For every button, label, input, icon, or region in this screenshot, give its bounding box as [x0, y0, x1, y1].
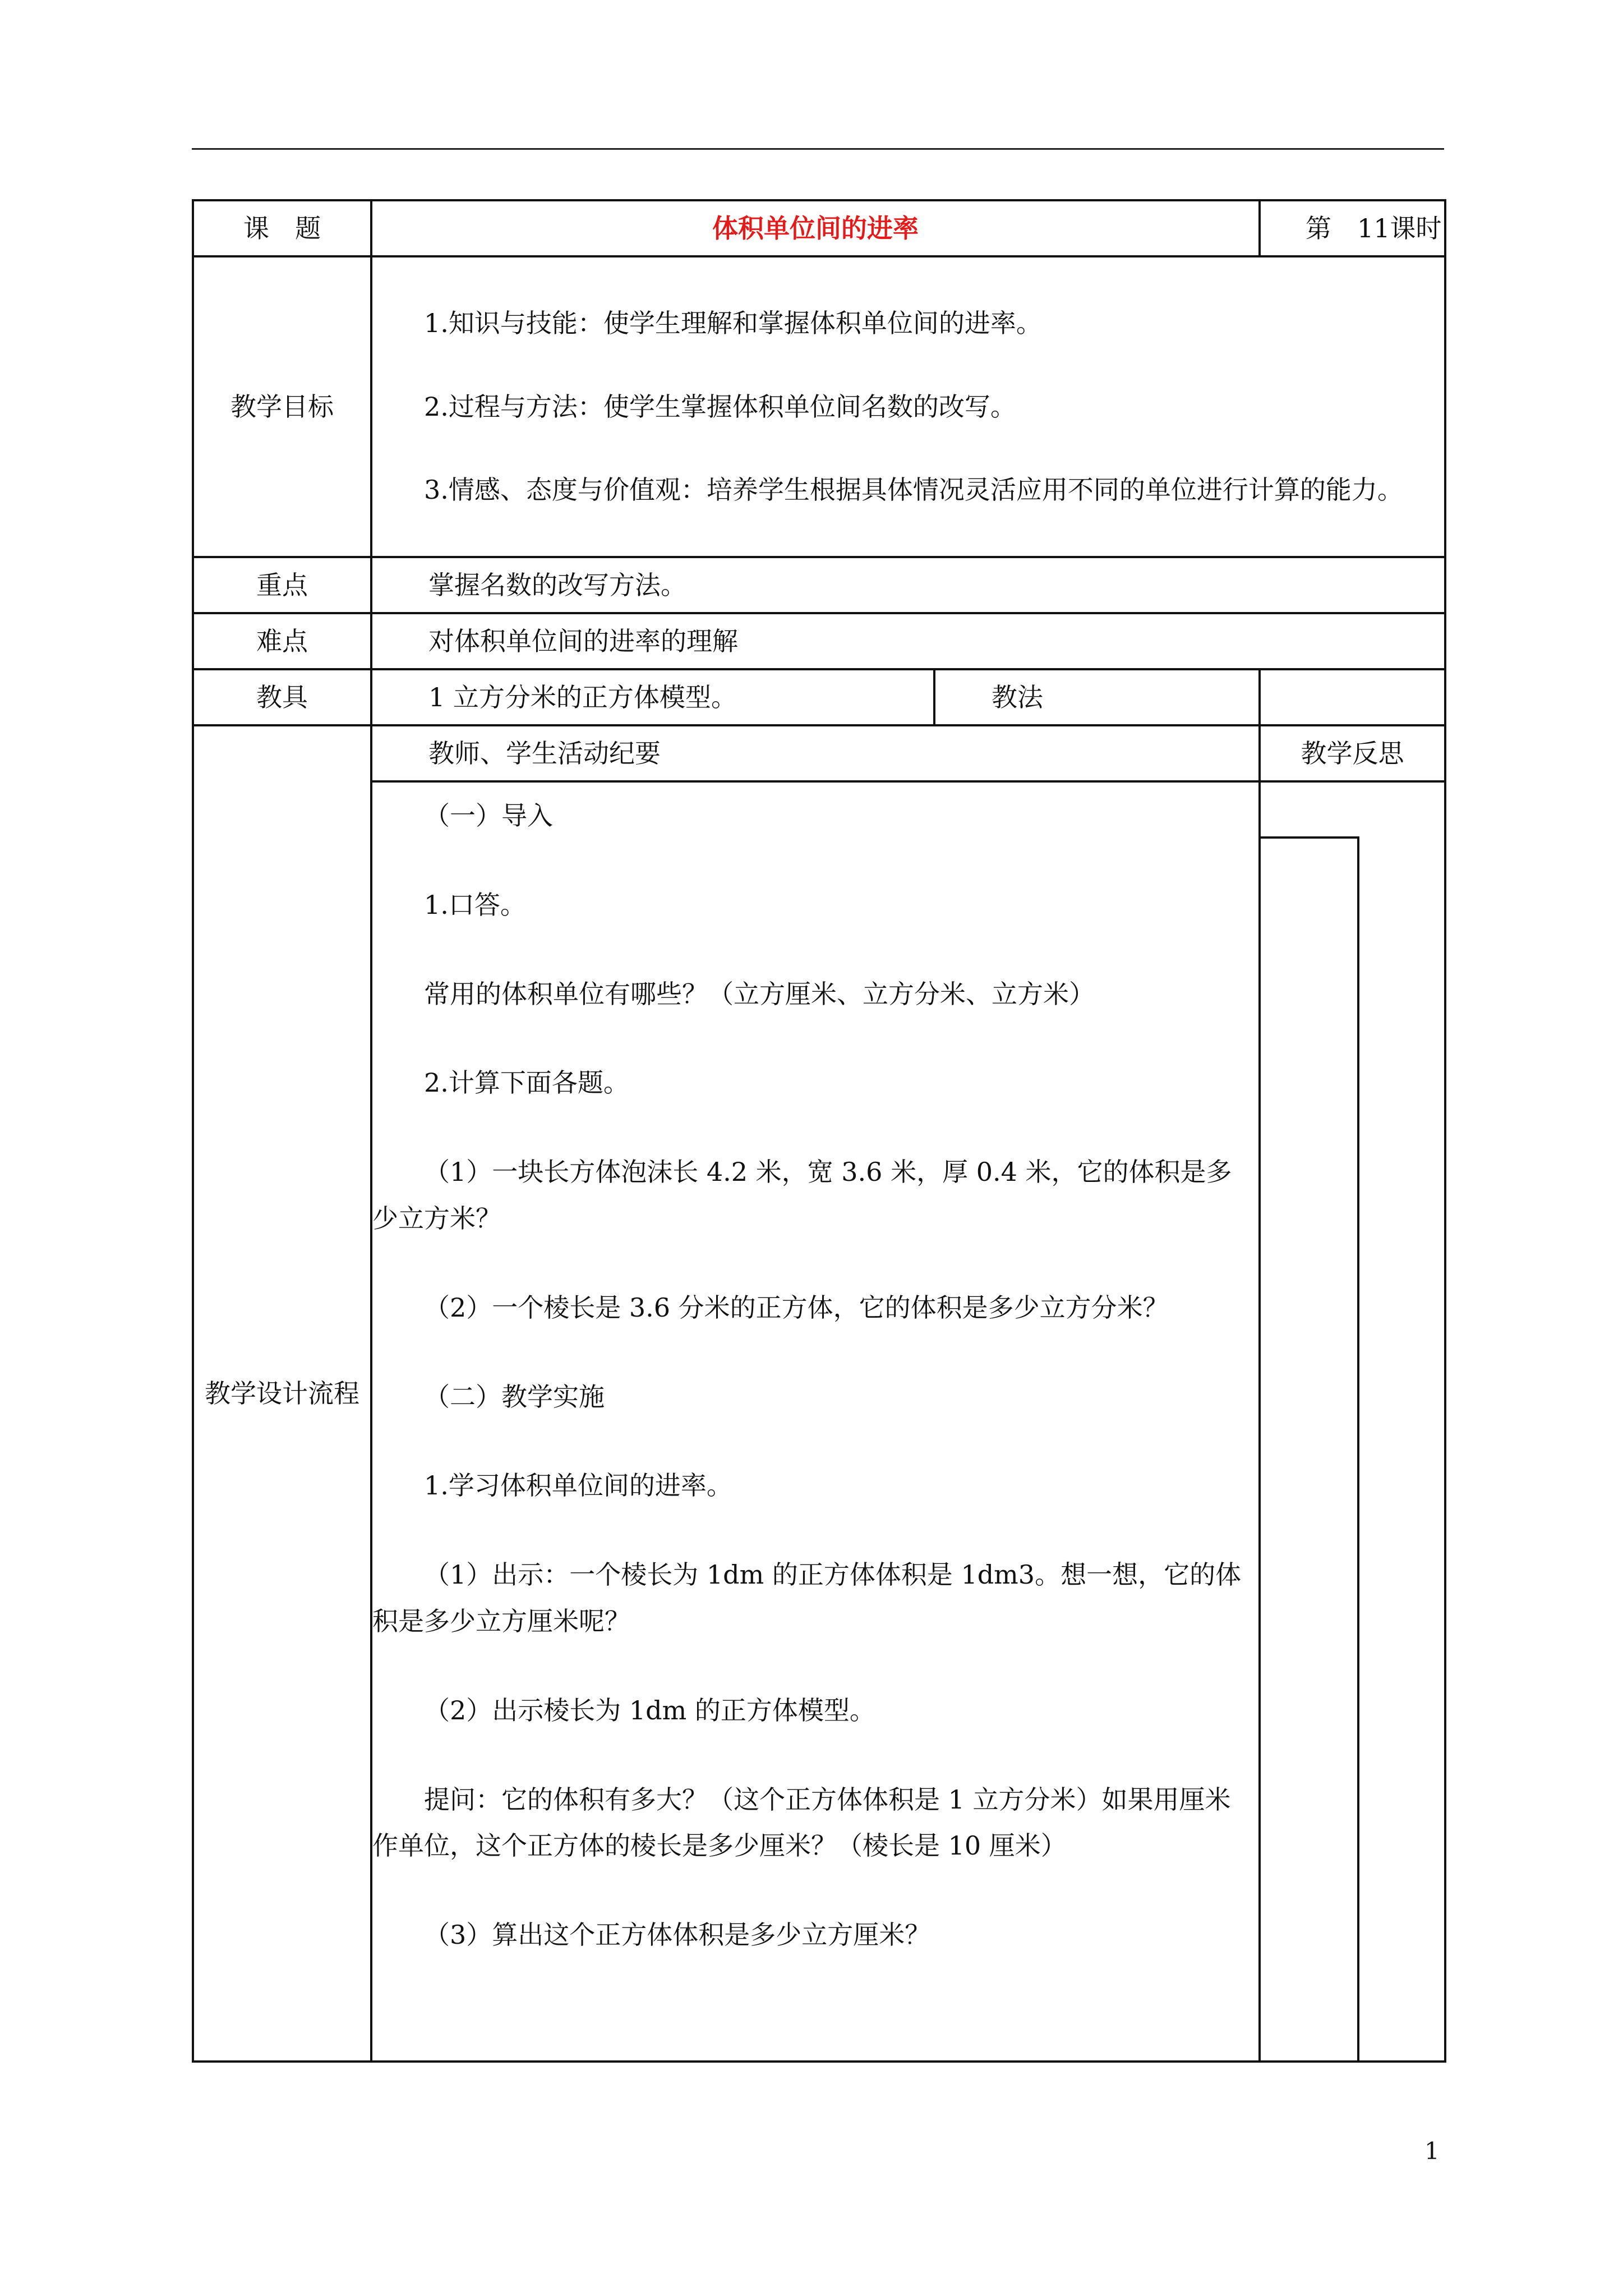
flow-paragraph: 2.计算下面各题。: [424, 1068, 629, 1098]
flow-paragraph: （2）出示棱长为 1dm 的正方体模型。: [424, 1695, 875, 1726]
reflection-header: 教学反思: [1260, 725, 1445, 781]
title-row: [193, 200, 1445, 256]
objectives-content: [371, 256, 1445, 557]
flow-paragraph: （3）算出这个正方体体积是多少立方厘米？: [424, 1920, 931, 1950]
flow-paragraph: （一）导入: [424, 800, 553, 831]
key-point-row: [193, 557, 1445, 613]
objective-item: 1.知识与技能：使学生理解和掌握体积单位间的进率。: [424, 307, 1042, 338]
flow-paragraph: （二）教学实施: [424, 1381, 605, 1412]
flow-paragraph: （1）一块长方体泡沫长 4.2 米，宽 3.6 米，厚 0.4 米，它的体积是多少立方米？: [372, 1157, 1232, 1234]
method-label: 教法: [934, 669, 1260, 725]
design-label: 教学设计流程: [193, 725, 371, 2062]
key-point-label: 重点: [193, 557, 371, 613]
flow-paragraph: （2）一个棱长是 3.6 分米的正方体，它的体积是多少立方分米？: [424, 1292, 1169, 1323]
design-header-row: [193, 725, 1445, 781]
lesson-plan-table: [192, 199, 1446, 2063]
objective-item: 2.过程与方法：使学生掌握体积单位间名数的改写。: [424, 391, 1016, 422]
flow-paragraph: 提问：它的体积有多大？（这个正方体体积是 1 立方分米）如果用厘米作单位，这个正方体的棱长是多少厘米？（棱长是 10 厘米）: [372, 1784, 1231, 1861]
objectives-row: [193, 256, 1445, 557]
flow-paragraph: 1.学习体积单位间的进率。: [424, 1470, 732, 1501]
header-rule: [192, 148, 1444, 150]
design-body-row: [193, 781, 1445, 2062]
tools-label: 教具: [193, 669, 371, 725]
lesson-title: 体积单位间的进率: [371, 200, 1260, 256]
lesson-number: 第 11课时: [1260, 200, 1445, 256]
flow-paragraph: 1.口答。: [424, 889, 526, 920]
objectives-label: 教学目标: [193, 256, 371, 557]
method-value: [1260, 669, 1445, 725]
design-flow-content: [371, 781, 1260, 2062]
flow-paragraph: （1）出示：一个棱长为 1dm 的正方体体积是 1dm3。想一想，它的体积是多少立方厘米呢？: [372, 1559, 1242, 1636]
objective-item: 3.情感、态度与价值观：培养学生根据具体情况灵活应用不同的单位进行计算的能力。: [424, 475, 1403, 505]
difficulty-label: 难点: [193, 613, 371, 669]
key-point-text: 掌握名数的改写方法。: [371, 557, 1445, 613]
flow-paragraph: 常用的体积单位有哪些？（立方厘米、立方分米、立方米）: [424, 978, 1095, 1009]
reflection-cell: [1260, 781, 1445, 2062]
page-number: 1: [1424, 2137, 1440, 2165]
tools-row: [193, 669, 1445, 725]
difficulty-text: 对体积单位间的进率的理解: [371, 613, 1445, 669]
reflection-inner-box: [1261, 836, 1359, 2060]
activities-header: 教师、学生活动纪要: [371, 725, 1260, 781]
tools-text: 1 立方分米的正方体模型。: [371, 669, 934, 725]
subject-label: 课 题: [193, 200, 371, 256]
difficulty-row: [193, 613, 1445, 669]
